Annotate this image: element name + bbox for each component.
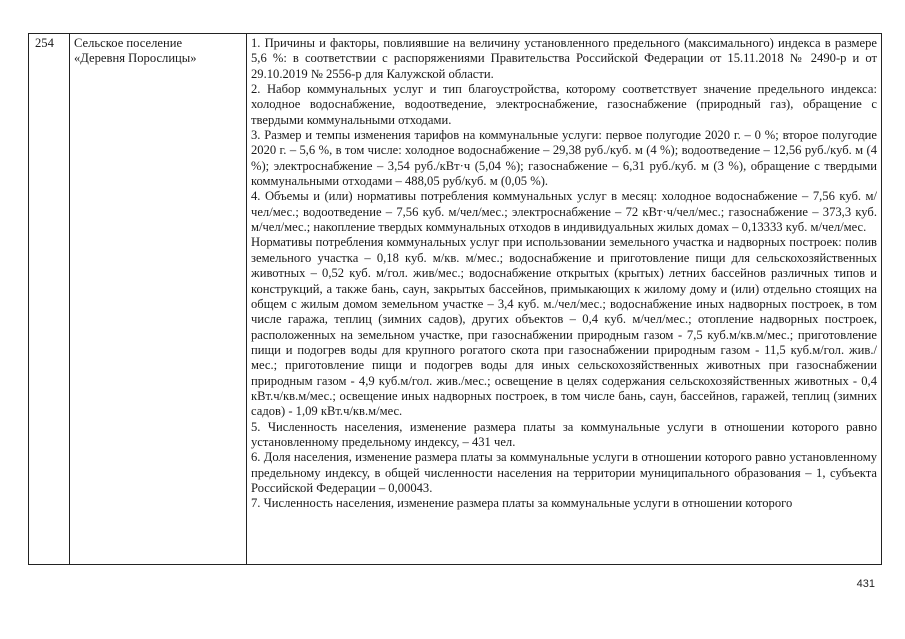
paragraph-3: 3. Размер и темпы изменения тарифов на коммунальные услуги: первое полугодие 2020 г. – 0 %; второе полугодие 2020 г. – 5,6 %, в том числе: холодное водоснабжение – 29,38 руб./куб. м (4 %); водоотведение – 12,56 руб./куб. м (4 %); электроснабжение – 3,54 руб./кВт·ч (5,04 %); газоснабжение – 6,31 руб./куб. м (3 %), обращение с твердыми коммунальными отходами – 488,05 руб/куб. м (0,05 %). xyxy=(251,128,877,189)
paragraph-1: 1. Причины и факторы, повлиявшие на величину установленного предельного (максимального) индекса в размере 5,6 %: в соответствии с распоряжениями Правительства Российской Федерации от 15.11.2018 № 2490-р и от 29.10.2019 № 2556-р для Калужской области. xyxy=(251,36,877,81)
row-number: 254 xyxy=(35,36,54,50)
description-cell xyxy=(247,34,882,565)
paragraph-5: 5. Численность населения, изменение размера платы за коммунальные услуги в отношении которого равно установленному предельному индексу, – 431 чел. xyxy=(251,419,877,449)
row-number-cell xyxy=(29,34,70,565)
page-number: 431 xyxy=(856,578,875,590)
paragraph-6: 6. Доля населения, изменение размера платы за коммунальные услуги в отношении которого равно установленному предельному индексу, в общей численности населения на территории муниципального образования – 1, субъекта Российской Федерации – 0,00043. xyxy=(251,450,877,495)
description-body xyxy=(251,36,877,564)
settlement-name-line-1: Сельское поселение xyxy=(74,36,183,50)
paragraph-norms: Нормативы потребления коммунальных услуг при использовании земельного участка и надворных построек: полив земельного участка – 0,18 куб. м/кв. м/мес.; водоснабжение и приготовление пищи для сельскохозяйственных животных – 0,52 куб. м/гол. жив/мес.; водоснабжение открытых (крытых) летних бассейнов различных типов и конструкций, а также бань, саун, закрытых бассейнов, примыкающих к жилому дому и (или) отдельно стоящих на общем с жилым домом земельном участке – 3,4 куб. м./чел/мес.; водоснабжение иных надворных построек, в том числе гаража, теплиц (зимних садов), других объектов – 0,4 куб. м/чел/мес.; отопление надворных построек, расположенных на земельном участке, при газоснабжении природным газом - 7,5 куб.м/кв.м/мес.; приготовление пищи и подогрев воды для крупного рогатого скота при газоснабжении природным газом - 11,5 куб.м/гол. жив./мес.; приготовление пищи и подогрев воды для иных сельскохозяйственных животных при газоснабжении природным газом - 4,9 куб.м/гол. жив./мес.; освещение в целях содержания сельскохозяйственных животных - 0,4 кВт.ч/кв.м/мес.; освещение иных надворных построек, в том числе бань, саун, бассейнов, гаражей, теплиц (зимних садов) - 1,09 кВт.ч/кв.м/мес. xyxy=(251,235,877,419)
table-row xyxy=(29,34,882,565)
document-table xyxy=(28,33,882,565)
settlement-name-cell xyxy=(70,34,247,565)
paragraph-4: 4. Объемы и (или) нормативы потребления коммунальных услуг в месяц: холодное водоснабжение – 7,56 куб. м/чел/мес.; водоотведение – 7,56 куб. м/чел/мес.; электроснабжение – 72 кВт·ч/чел/мес.; газоснабжение – 373,3 куб. м/чел/мес.; накопление твердых коммунальных отходов в индивидуальных жилых домах – 0,13333 куб. м/чел/мес. xyxy=(251,189,877,235)
paragraph-2: 2. Набор коммунальных услуг и тип благоустройства, которому соответствует значение предельного индекса: холодное водоснабжение, водоотведение, электроснабжение, газоснабжение (природный газ), обращение с твердыми коммунальными отходами. xyxy=(251,82,877,127)
settlement-name-line-2: «Деревня Порослицы» xyxy=(74,51,197,66)
paragraph-7: 7. Численность населения, изменение размера платы за коммунальные услуги в отношении которого xyxy=(251,496,793,511)
